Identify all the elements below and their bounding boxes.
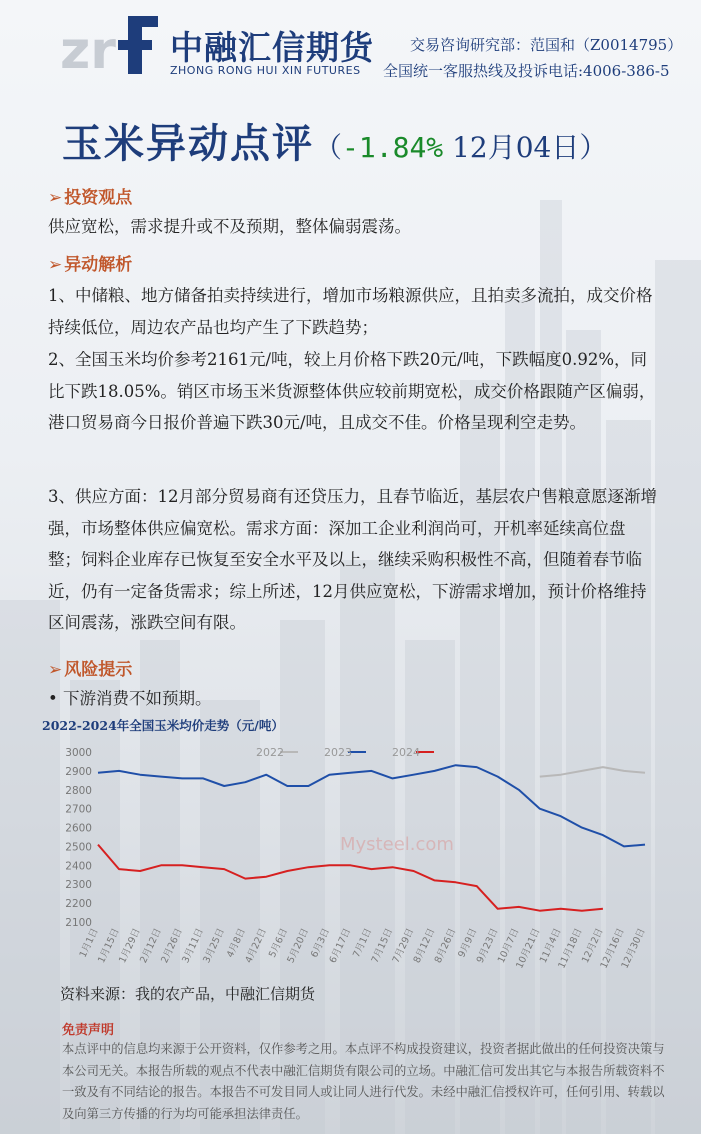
- x-tick-label: 10月7日: [495, 926, 522, 965]
- legend-label-2024: 2024: [392, 746, 420, 759]
- view-text: 供应宽松，需求提升或不及预期，整体偏弱震荡。: [48, 217, 411, 236]
- hotline-line: 全国统一客服热线及投诉电话:4006-386-5: [383, 62, 670, 80]
- x-tick-label: 12月16日: [598, 926, 627, 971]
- title-date: 12月04日: [443, 131, 580, 164]
- x-tick-label: 1月15日: [96, 926, 122, 965]
- x-tick-label: 5月6日: [266, 926, 291, 960]
- x-tick-label: 7月29日: [390, 926, 417, 965]
- x-tick-label: 12月2日: [579, 926, 606, 965]
- svg-text:zr: zr: [60, 21, 116, 78]
- header: [0, 0, 701, 100]
- view-heading: 投资观点: [64, 188, 133, 208]
- data-source: 资料来源：我的农产品，中融汇信期货: [60, 985, 316, 1003]
- title-main: 玉米异动点评: [62, 120, 314, 167]
- x-tick-label: 4月8日: [224, 926, 248, 960]
- company-name-cn: 中融汇信期货: [170, 28, 374, 67]
- x-tick-label: 2月26日: [159, 926, 185, 965]
- x-tick-label: 10月21日: [514, 926, 543, 971]
- risk-heading: 风险提示: [64, 660, 133, 680]
- section-heading-analysis: [48, 250, 132, 275]
- company-name-en: ZHONG RONG HUI XIN FUTURES: [170, 64, 361, 77]
- y-tick-label: 2200: [65, 898, 92, 911]
- y-tick-label: 2800: [65, 784, 92, 797]
- bullet-icon: •: [48, 689, 63, 708]
- x-tick-label: 12月30日: [619, 926, 648, 971]
- x-tick-label: 3月25日: [201, 926, 227, 965]
- analysis-paragraph-3: 3、供应方面：12月部分贸易商有还贷压力，且春节临近，基层农户售粮意愿逐渐增强，市场整体供应偏宽松。需求方面：深加工企业利润尚可，开机率延续高位盘整；饲料企业库存已恢复至安全水平及以上，继续采购积极性不高，但随着春节临近，仍有一定备货需求；综上所述，12月供应宽松，下游需求增加，预计价格维持区间震荡，涨跌空间有限。: [48, 487, 657, 633]
- risk-item: [48, 685, 211, 709]
- title-change: -1.84%: [342, 131, 444, 164]
- disclaimer-title: 免责声明: [62, 1023, 115, 1038]
- analysis-heading: 异动解析: [64, 255, 133, 275]
- disclaimer-text: 本点评中的信息均来源于公开资料，仅作参考之用。本点评不构成投资建议，投资者据此做出的任何投资决策与本公司无关。本报告所载的观点不代表中融汇信期货有限公司的立场。中融汇信可发出其它与本报告所载资料不一致及有不同结论的报告。本报告不可发目同人或让同人进行代发。未经中融汇信授权许可，任何引用、转载以及向第三方传播的行为均可能承担法律责任。: [62, 1042, 665, 1121]
- x-tick-label: 11月4日: [537, 926, 564, 965]
- x-tick-label: 2月12日: [138, 926, 164, 965]
- x-tick-label: 7月1日: [351, 926, 375, 960]
- arrow-icon: ➢: [48, 188, 63, 208]
- legend-label-2022: 2022: [256, 746, 284, 759]
- x-tick-label: 6月17日: [327, 926, 354, 965]
- x-tick-label: 7月15日: [369, 926, 396, 965]
- section-heading-view: [48, 183, 132, 208]
- chart-title: 2022-2024年全国玉米均价走势（元/吨）: [42, 718, 284, 733]
- price-chart: [40, 712, 655, 977]
- x-tick-label: 8月12日: [411, 926, 438, 965]
- y-tick-label: 2500: [65, 841, 92, 854]
- x-tick-label: 5月20日: [285, 926, 312, 965]
- x-tick-label: 6月3日: [309, 926, 333, 960]
- analysis-paragraph-1: 1、中储粮、地方储备拍卖持续进行，增加市场粮源供应，且拍卖多流拍，成交价格持续低位，周边农产品也均产生了下跌趋势；: [48, 286, 653, 337]
- y-tick-label: 2300: [65, 879, 92, 892]
- x-tick-label: 4月22日: [243, 926, 270, 965]
- zrf-logo-icon: [60, 8, 160, 78]
- y-tick-label: 2900: [65, 765, 92, 778]
- section-heading-risk: [48, 655, 132, 680]
- y-tick-label: 2400: [65, 860, 92, 873]
- analyst-line: 交易咨询研究部：范国和（Z0014795）: [410, 36, 683, 54]
- title-open-paren: （: [314, 131, 343, 164]
- y-tick-label: 2700: [65, 803, 92, 816]
- x-tick-label: 9月9日: [456, 926, 480, 960]
- chart-watermark: Mysteel.com: [340, 834, 454, 855]
- y-tick-label: 3000: [65, 747, 92, 759]
- risk-item-text: 下游消费不如预期。: [62, 689, 212, 708]
- series-line-2022: [540, 767, 645, 777]
- y-tick-label: 2100: [65, 917, 92, 929]
- arrow-icon: ➢: [48, 255, 63, 275]
- x-tick-label: 1月29日: [117, 926, 143, 965]
- x-tick-label: 8月26日: [432, 926, 459, 965]
- y-tick-label: 2600: [65, 822, 92, 835]
- page-title: [62, 112, 607, 169]
- title-close-paren: ）: [579, 131, 608, 164]
- arrow-icon: ➢: [48, 660, 63, 680]
- x-tick-label: 3月11日: [180, 926, 206, 965]
- analysis-paragraph-2: 2、全国玉米均价参考2161元/吨，较上月价格下跌20元/吨，下跌幅度0.92%，同比下跌18.05%。销区市场玉米货源整体供应较前期宽松，成交价格跟随产区偏弱，港口贸易商今日报价普遍下跌30元/吨，且成交不佳。价格呈现利空走势。: [48, 350, 656, 433]
- x-tick-label: 11月18日: [556, 926, 585, 971]
- legend-label-2023: 2023: [324, 746, 352, 759]
- x-tick-label: 9月23日: [474, 926, 501, 965]
- x-tick-label: 1月1日: [77, 926, 101, 960]
